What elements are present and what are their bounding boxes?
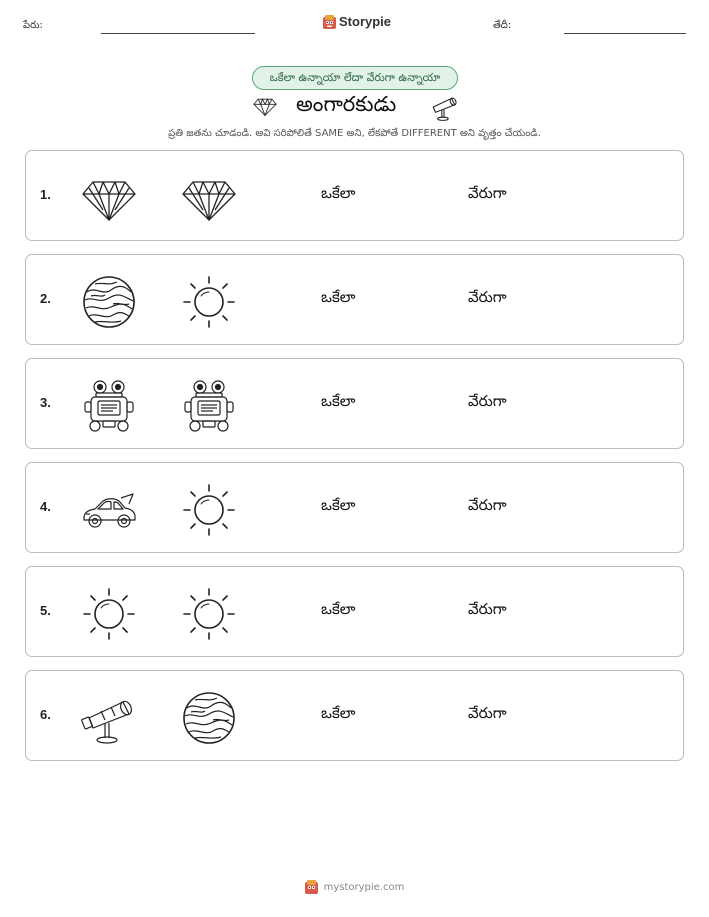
option-different[interactable]: వేరుగా bbox=[468, 184, 507, 202]
telescope-icon bbox=[81, 690, 137, 746]
footer bbox=[0, 880, 709, 894]
option-same[interactable]: ఒకేలా bbox=[321, 600, 356, 618]
question-row bbox=[25, 566, 684, 657]
question-row bbox=[25, 462, 684, 553]
date-line[interactable] bbox=[564, 33, 686, 34]
footer-url[interactable]: mystorypie.com bbox=[323, 881, 405, 893]
option-same[interactable]: ఒకేలా bbox=[321, 288, 356, 306]
title-row bbox=[0, 90, 709, 124]
option-different[interactable]: వేరుగా bbox=[468, 288, 507, 306]
option-same[interactable]: ఒకేలా bbox=[321, 496, 356, 514]
question-row bbox=[25, 358, 684, 449]
page-title: అంగారకుడు bbox=[296, 92, 397, 116]
option-same[interactable]: ఒకేలా bbox=[321, 184, 356, 202]
date-label: తేదీ: bbox=[493, 20, 512, 31]
option-same[interactable]: ఒకేలా bbox=[321, 392, 356, 410]
instructions: ప్రతి జతను చూడండి. అవి సరిపోలితే SAME అని, లేకపోతే DIFFERENT అని వృత్తం చేయండి. bbox=[168, 128, 541, 139]
car-icon bbox=[81, 482, 137, 538]
diamond-icon bbox=[181, 170, 237, 226]
question-number: 5. bbox=[40, 603, 51, 618]
option-different[interactable]: వేరుగా bbox=[468, 704, 507, 722]
option-different[interactable]: వేరుగా bbox=[468, 496, 507, 514]
sun-icon bbox=[181, 482, 237, 538]
storypie-mascot-icon bbox=[305, 880, 318, 894]
telescope-icon bbox=[428, 92, 460, 122]
question-number: 3. bbox=[40, 395, 51, 410]
option-same[interactable]: ఒకేలా bbox=[321, 704, 356, 722]
robot-icon bbox=[81, 378, 137, 434]
planet-icon bbox=[81, 274, 137, 330]
planet-icon bbox=[181, 690, 237, 746]
question-number: 1. bbox=[40, 187, 51, 202]
sun-icon bbox=[81, 586, 137, 642]
question-row bbox=[25, 150, 684, 241]
option-different[interactable]: వేరుగా bbox=[468, 392, 507, 410]
robot-icon bbox=[181, 378, 237, 434]
brand-name: Storypie bbox=[339, 14, 392, 29]
sun-icon bbox=[181, 274, 237, 330]
diamond-icon bbox=[81, 170, 137, 226]
question-row bbox=[25, 670, 684, 761]
activity-badge: ఒకేలా ఉన్నాయా లేదా వేరుగా ఉన్నాయా bbox=[252, 66, 458, 90]
question-number: 6. bbox=[40, 707, 51, 722]
brand-logo bbox=[323, 14, 391, 29]
option-different[interactable]: వేరుగా bbox=[468, 600, 507, 618]
question-row bbox=[25, 254, 684, 345]
name-line[interactable] bbox=[101, 33, 255, 34]
question-number: 2. bbox=[40, 291, 51, 306]
diamond-icon bbox=[251, 94, 279, 118]
storypie-mascot-icon bbox=[323, 15, 336, 29]
question-number: 4. bbox=[40, 499, 51, 514]
sun-icon bbox=[181, 586, 237, 642]
name-label: పేరు: bbox=[23, 20, 43, 31]
